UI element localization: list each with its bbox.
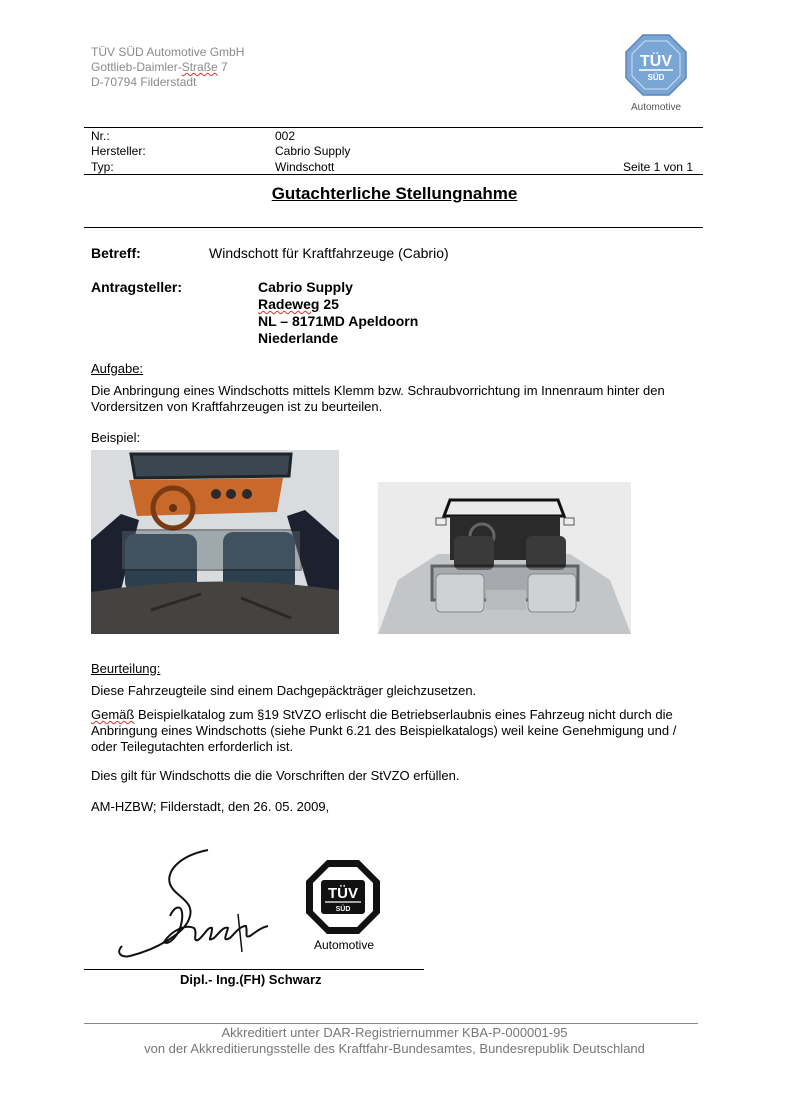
typ-label: Typ: (91, 160, 114, 174)
antragsteller-address (258, 279, 418, 347)
svg-text:TÜV: TÜV (640, 53, 672, 70)
document-title: Gutachterliche Stellungnahme (271, 184, 518, 203)
beurteilung-paragraph-2 (91, 707, 676, 755)
tuv-logo (624, 33, 688, 97)
svg-text:TÜV: TÜV (328, 885, 358, 902)
betreff-value: Windschott für Kraftfahrzeuge (Cabrio) (209, 245, 449, 261)
company-address (91, 45, 244, 90)
footer-rule (84, 1023, 698, 1024)
beurteilung-paragraph-1: Diese Fahrzeugteile sind einem Dachgepäckträger gleichzusetzen. (91, 683, 477, 698)
aufgabe-heading: Aufgabe: (91, 361, 144, 376)
antragsteller-label: Antragsteller: (91, 279, 183, 295)
example-photo-modern-car (378, 482, 631, 634)
hersteller-label: Hersteller: (91, 144, 146, 158)
beurteilung-paragraph-3: Dies gilt für Windschotts die die Vorschriften der StVZO erfüllen. (91, 768, 460, 783)
antragsteller-line: Cabrio Supply (258, 279, 353, 295)
footer-line-1: Akkreditiert unter DAR-Registriernummer KBA-P-000001-95 (221, 1025, 568, 1040)
company-city: D-70794 Filderstadt (91, 75, 197, 89)
antragsteller-line: Radeweg 25 (258, 296, 339, 312)
stamp-label: Automotive (313, 938, 375, 952)
date-line: AM-HZBW; Filderstadt, den 26. 05. 2009, (91, 799, 330, 814)
svg-text:SÜD: SÜD (335, 906, 351, 913)
antragsteller-line: Niederlande (258, 330, 339, 346)
beurteilung-heading: Beurteilung: (91, 661, 161, 676)
tuv-stamp (304, 858, 382, 936)
beurteilung-p2-line: Anbringung eines Windschotts (siehe Punkt 6.21 des Beispielkatalogs) weil keine Genehmigung und / (91, 723, 677, 738)
logo-label: Automotive (630, 102, 682, 113)
antragsteller-line: NL – 8171MD Apeldoorn (258, 313, 419, 329)
meta-bottom-rule (84, 174, 703, 175)
betreff-label: Betreff: (91, 245, 141, 261)
footer-line-2: von der Akkreditierungsstelle des Kraftfahr-Bundesamtes, Bundesrepublik Deutschland (144, 1041, 645, 1056)
meta-top-rule (84, 127, 703, 128)
hersteller-value: Cabrio Supply (275, 144, 351, 158)
nr-label: Nr.: (91, 129, 110, 143)
beurteilung-p2-line: oder Teilegutachten erforderlich ist. (91, 739, 294, 754)
signatory-name: Dipl.- Ing.(FH) Schwarz (180, 972, 322, 987)
typ-value: Windschott (275, 160, 335, 174)
nr-value: 002 (275, 129, 296, 143)
beispiel-heading: Beispiel: (91, 430, 141, 445)
handwritten-signature (108, 842, 278, 964)
example-photo-classic-car (91, 450, 339, 634)
signature-rule (84, 969, 424, 970)
title-rule (84, 227, 703, 228)
beurteilung-p2-line: Gemäß Beispielkatalog zum §19 StVZO erlischt die Betriebserlaubnis eines Fahrzeug nicht durch die (91, 707, 673, 722)
company-street: Gottlieb-Daimler-Straße 7 (91, 60, 228, 74)
page-info: Seite 1 von 1 (622, 160, 693, 174)
svg-text:SÜD: SÜD (647, 73, 665, 82)
aufgabe-text-line1: Die Anbringung eines Windschotts mittels Klemm bzw. Schraubvorrichtung im Innenraum hinter den (91, 383, 665, 398)
company-name: TÜV SÜD Automotive GmbH (91, 45, 245, 59)
aufgabe-text-line2: Vordersitzen von Kraftfahrzeugen ist zu beurteilen. (91, 399, 383, 414)
